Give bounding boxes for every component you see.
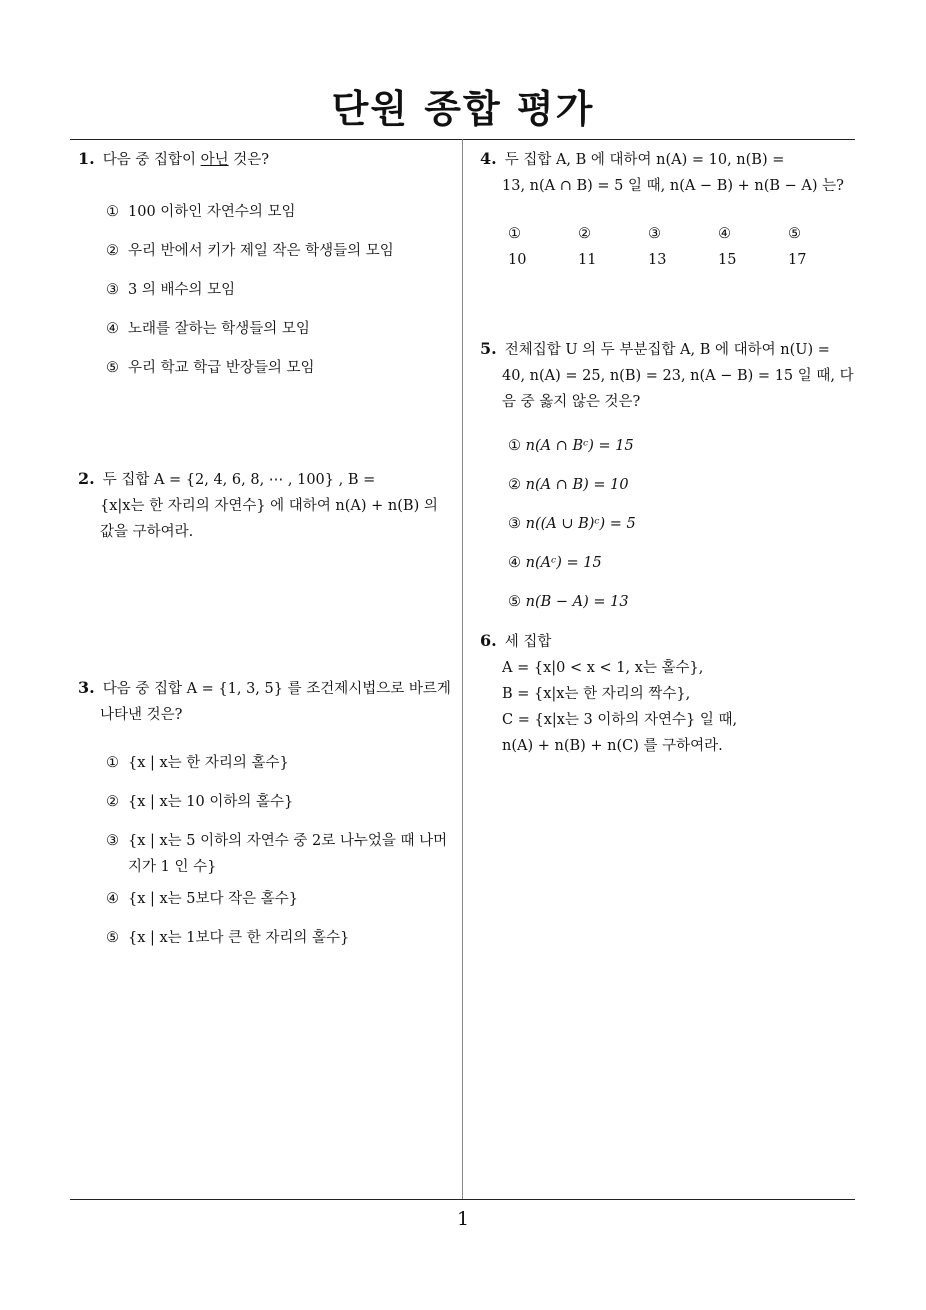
- choice-text: n(Aᶜ) = 15: [525, 555, 602, 571]
- choice-item[interactable]: [718, 221, 766, 273]
- choice-item[interactable]: [106, 789, 456, 815]
- choice-text: {x | x는 한 자리의 홀수}: [128, 755, 289, 771]
- choice-mark: ③: [106, 282, 119, 298]
- choice-text: {x | x는 1보다 큰 한 자리의 홀수}: [128, 930, 350, 946]
- choice-text: 노래를 잘하는 학생들의 모임: [128, 321, 310, 337]
- question-text: 다음 중 집합이: [102, 152, 201, 168]
- question-text: 세 집합: [504, 634, 552, 650]
- question-text: 40, n(A) = 25, n(B) = 23, n(A − B) = 15 일 때, 다: [502, 368, 854, 384]
- choice-mark: ①: [106, 204, 119, 220]
- question-2: [78, 466, 456, 545]
- question-text: B = {x|x는 한 자리의 짝수},: [502, 686, 691, 702]
- question-text: 값을 구하여라.: [100, 524, 194, 540]
- question-number: 3.: [78, 678, 95, 697]
- choice-item[interactable]: [106, 199, 456, 225]
- choice-item[interactable]: [106, 355, 456, 381]
- choice-item[interactable]: [508, 221, 556, 273]
- choice-item[interactable]: [508, 589, 686, 615]
- choice-text: n(B − A) = 13: [525, 594, 629, 610]
- choice-text: 15: [718, 252, 737, 268]
- choice-text: 3 의 배수의 모임: [128, 282, 236, 298]
- choice-text: 17: [788, 252, 807, 268]
- question-number: 6.: [480, 631, 497, 650]
- question-text: 다음 중 집합 A = {1, 3, 5} 를 조건제시법으로 바르게: [102, 681, 451, 697]
- choice-item[interactable]: [106, 750, 456, 776]
- choice-text: n(A ∩ Bᶜ) = 15: [525, 438, 634, 454]
- question-text: A = {x|0 < x < 1, x는 홀수},: [502, 660, 704, 676]
- bottom-divider: [70, 1199, 855, 1200]
- choice-mark: ④: [508, 555, 521, 571]
- choice-mark: ②: [508, 477, 521, 493]
- choice-mark: ②: [578, 226, 591, 242]
- choice-item[interactable]: [508, 433, 686, 459]
- choice-text: 100 이하인 자연수의 모임: [128, 204, 296, 220]
- question-1: [78, 146, 456, 394]
- question-text: {x|x는 한 자리의 자연수} 에 대하여 n(A) + n(B) 의: [100, 498, 438, 514]
- question-5: [480, 336, 858, 628]
- choice-mark: ⑤: [508, 594, 521, 610]
- choice-mark: ③: [106, 833, 119, 849]
- choice-item[interactable]: [106, 316, 456, 342]
- column-divider: [462, 139, 463, 1199]
- choice-mark: ①: [508, 438, 521, 454]
- choice-text: 우리 학교 학급 반장들의 모임: [128, 360, 315, 376]
- page-title: 단원 종합 평가: [331, 87, 595, 131]
- choice-text: {x | x는 10 이하의 홀수}: [128, 794, 294, 810]
- choice-mark: ②: [106, 794, 119, 810]
- question-text: 13, n(A ∩ B) = 5 일 때, n(A − B) + n(B − A) 는?: [502, 178, 844, 194]
- choice-mark: ③: [648, 226, 661, 242]
- choice-mark: ②: [106, 243, 119, 259]
- question-text: 나타낸 것은?: [100, 707, 183, 723]
- question-text: 두 집합 A, B 에 대하여 n(A) = 10, n(B) =: [504, 152, 785, 168]
- question-text: 음 중 옳지 않은 것은?: [502, 394, 641, 410]
- choice-item[interactable]: [578, 221, 626, 273]
- choice-list: [78, 199, 456, 381]
- choice-mark: ④: [106, 321, 119, 337]
- choice-item[interactable]: [508, 550, 686, 576]
- choice-item[interactable]: [106, 238, 456, 264]
- question-3: [78, 675, 456, 964]
- choice-list: [480, 221, 858, 273]
- choice-mark: ①: [508, 226, 521, 242]
- choice-item[interactable]: [106, 828, 456, 880]
- choice-text: {x | x는 5보다 작은 홀수}: [128, 891, 299, 907]
- choice-item[interactable]: [106, 925, 456, 951]
- choice-text: 우리 반에서 키가 제일 작은 학생들의 모임: [128, 243, 394, 259]
- question-4: [480, 146, 858, 273]
- question-text: C = {x|x는 3 이하의 자연수} 일 때,: [502, 712, 738, 728]
- choice-item[interactable]: [106, 277, 456, 303]
- choice-item[interactable]: [648, 221, 696, 273]
- question-text: n(A) + n(B) + n(C) 를 구하여라.: [502, 738, 723, 754]
- choice-mark: ④: [106, 891, 119, 907]
- choice-item[interactable]: [508, 472, 686, 498]
- choice-text: 13: [648, 252, 667, 268]
- choice-item[interactable]: [788, 221, 836, 273]
- question-number: 4.: [480, 149, 497, 168]
- choice-list: [78, 750, 456, 951]
- question-number: 1.: [78, 149, 95, 168]
- choice-text: 10: [508, 252, 527, 268]
- question-text: 두 집합 A = {2, 4, 6, 8, ⋯ , 100} , B =: [102, 472, 376, 488]
- choice-item[interactable]: [106, 886, 456, 912]
- question-number: 5.: [480, 339, 497, 358]
- choice-mark: ①: [106, 755, 119, 771]
- choice-mark: ④: [718, 226, 731, 242]
- underlined-word: 아닌: [200, 152, 229, 168]
- choice-mark: ⑤: [106, 930, 119, 946]
- choice-mark: ⑤: [788, 226, 801, 242]
- choice-text: n(A ∩ B) = 10: [525, 477, 629, 493]
- choice-text: {x | x는 5 이하의 자연수 중 2로 나누었을 때 나머지가 1 인 수}: [128, 833, 448, 875]
- choice-text: n((A ∪ B)ᶜ) = 5: [525, 516, 636, 532]
- question-text: 전체집합 U 의 두 부분집합 A, B 에 대하여 n(U) =: [504, 342, 830, 358]
- choice-list: [480, 433, 858, 628]
- choice-mark: ③: [508, 516, 521, 532]
- choice-text: 11: [578, 252, 597, 268]
- page-number: 1: [456, 1208, 470, 1230]
- question-6: [480, 628, 858, 759]
- question-number: 2.: [78, 469, 95, 488]
- question-text: 것은?: [228, 152, 269, 168]
- choice-mark: ⑤: [106, 360, 119, 376]
- choice-item[interactable]: [508, 511, 686, 537]
